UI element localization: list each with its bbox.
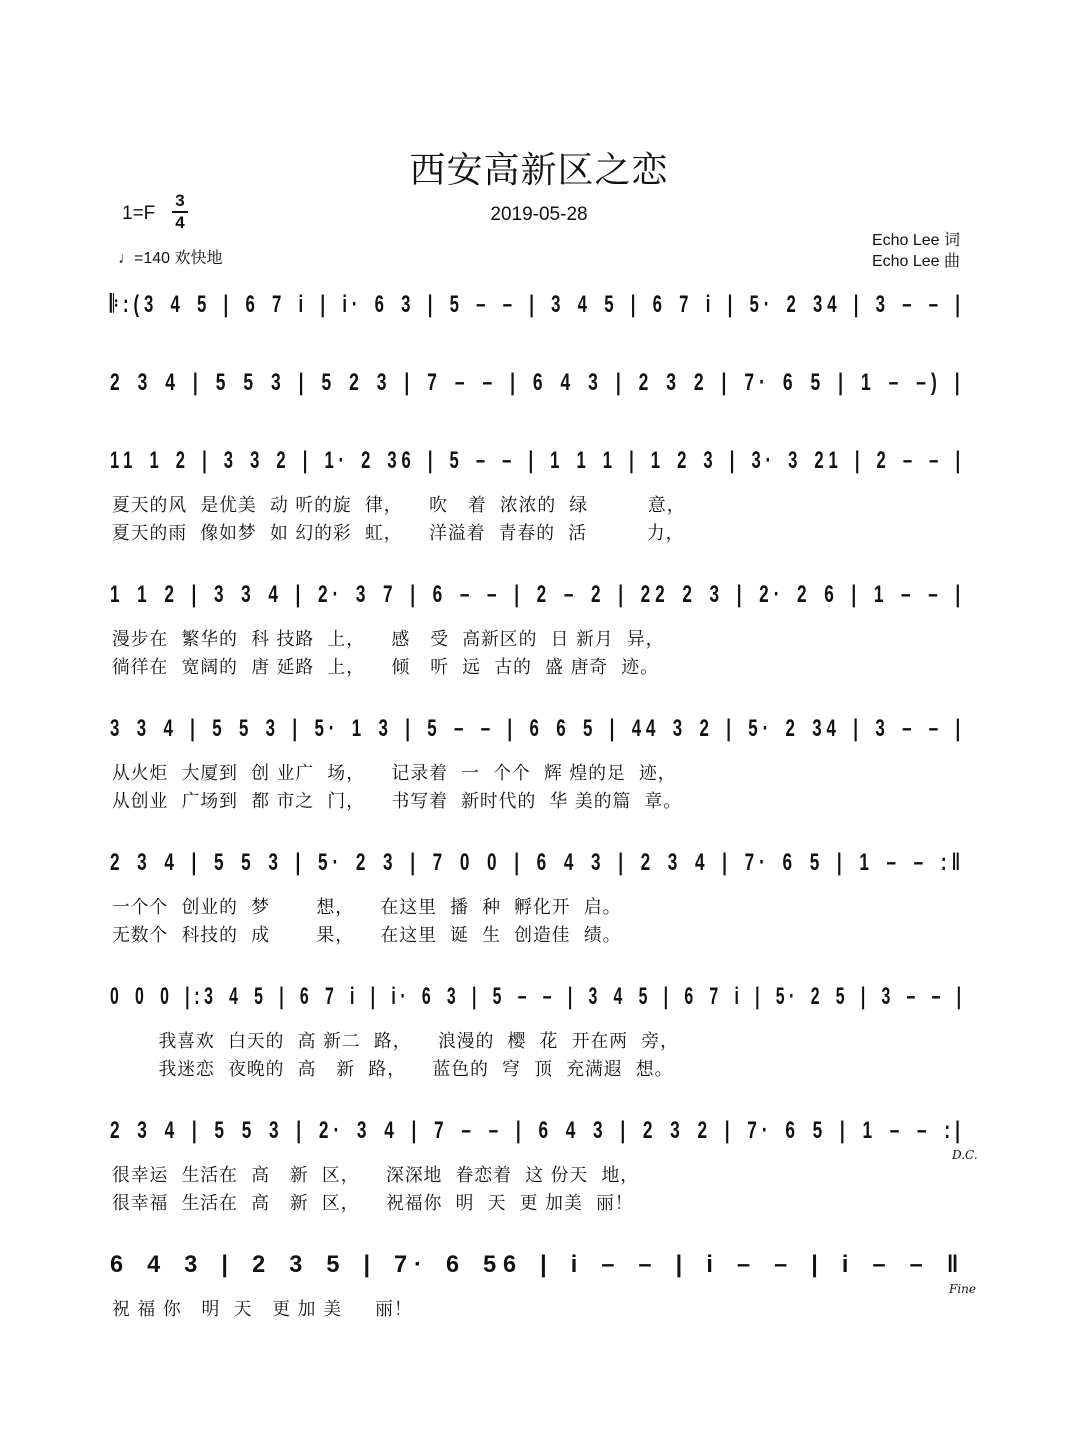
score-line-3 <box>110 441 970 481</box>
notation-text: 6 4 3 | 2 3 5 | 7· 6 56 | i – – | i – – | i – – ‖ <box>110 1251 966 1278</box>
lyricist-credit: Echo Lee 词 <box>871 232 960 249</box>
notation-text: 0 0 0 |:3 4 5 | 6 7 i | i· 6 3 | 5 – – | 3 4 5 | 6 7 i | 5· 2 5 | 3 – – | <box>110 983 966 1010</box>
score-line-9 <box>110 1245 970 1285</box>
lyric-line: 从火炬 大厦到 创 业广 场， 记录着 一 个个 辉 煌的足 迹， <box>112 763 677 784</box>
time-signature-bottom: 4 <box>175 213 185 232</box>
lyric-line: 很幸福 生活在 高 新 区， 祝福你 明 天 更 加美 丽！ <box>112 1193 634 1214</box>
score-line-4 <box>110 575 970 615</box>
composition-date: 2019-05-28 <box>490 204 588 225</box>
notation-text: 2 3 4 | 5 5 3 | 5· 2 3 | 7 0 0 | 6 4 3 | 2 3 4 | 7· 6 5 | 1 – – :‖ <box>110 849 966 876</box>
tempo-marking: ♩=140 欢快地 <box>118 250 223 267</box>
lyric-line: 很幸运 生活在 高 新 区， 深深地 眷恋着 这 份天 地， <box>112 1165 640 1186</box>
lyric-line: 漫步在 繁华的 科 技路 上， 感 受 高新区的 日 新月 异， <box>112 629 665 650</box>
lyric-line: 我迷恋 夜晚的 高 新 路， 蓝色的 穹 顶 充满遐 想。 <box>112 1059 674 1080</box>
key-signature: 1=F <box>122 203 156 224</box>
score-line-7 <box>110 977 970 1017</box>
lyric-line: 无数个 科技的 成 果， 在这里 诞 生 创造佳 绩。 <box>112 925 622 946</box>
score-line-5 <box>110 709 970 749</box>
lyric-line: 一个个 创业的 梦 想， 在这里 播 种 孵化开 启。 <box>112 897 622 918</box>
lyric-line: 从创业 广场到 都 市之 门， 书写着 新时代的 华 美的篇 章。 <box>112 791 683 812</box>
song-title: 西安高新区之恋 <box>409 150 669 191</box>
score-line-6 <box>110 843 970 883</box>
score-line-2 <box>110 363 970 403</box>
notation-text: 3 3 4 | 5 5 3 | 5· 1 3 | 5 – – | 6 6 5 | 44 3 2 | 5· 2 34 | 3 – – | <box>110 715 966 742</box>
fine-mark: Fine <box>949 1282 976 1296</box>
notation-text: 𝄆:(3 4 5 | 6 7 i | i· 6 3 | 5 – – | 3 4 5 | 6 7 i | 5· 2 34 | 3 – – | <box>110 291 965 318</box>
lyric-line: 祝 福 你 明 天 更 加 美 丽！ <box>112 1299 413 1320</box>
dc-mark: D.C. <box>952 1148 978 1162</box>
lyric-line: 夏天的风 是优美 动 听的旋 律， 吹 着 浓浓的 绿 意， <box>112 495 686 516</box>
lyric-line: 我喜欢 白天的 高 新二 路， 浪漫的 樱 花 开在两 旁， <box>112 1031 679 1052</box>
score-line-8 <box>110 1111 970 1151</box>
time-signature-top: 3 <box>175 191 185 210</box>
notation-text: 11 1 2 | 3 3 2 | 1· 2 36 | 5 – – | 1 1 1 | 1 2 3 | 3· 3 21 | 2 – – | <box>110 447 965 474</box>
lyric-line: 徜徉在 宽阔的 唐 延路 上， 倾 听 远 古的 盛 唐奇 迹。 <box>112 657 659 678</box>
composer-credit: Echo Lee 曲 <box>871 253 960 270</box>
notation-text: 2 3 4 | 5 5 3 | 5 2 3 | 7 – – | 6 4 3 | 2 3 2 | 7· 6 5 | 1 – –) | <box>110 369 965 396</box>
score-line-1 <box>110 285 970 325</box>
lyric-line: 夏天的雨 像如梦 如 幻的彩 虹， 洋溢着 青春的 活 力， <box>112 523 685 544</box>
notation-text: 1 1 2 | 3 3 4 | 2· 3 7 | 6 – – | 2 – 2 | 22 2 3 | 2· 2 6 | 1 – – | <box>110 581 966 608</box>
time-signature <box>172 192 188 232</box>
notation-text: 2 3 4 | 5 5 3 | 2· 3 4 | 7 – – | 6 4 3 | 2 3 2 | 7· 6 5 | 1 – – :| <box>110 1117 965 1144</box>
